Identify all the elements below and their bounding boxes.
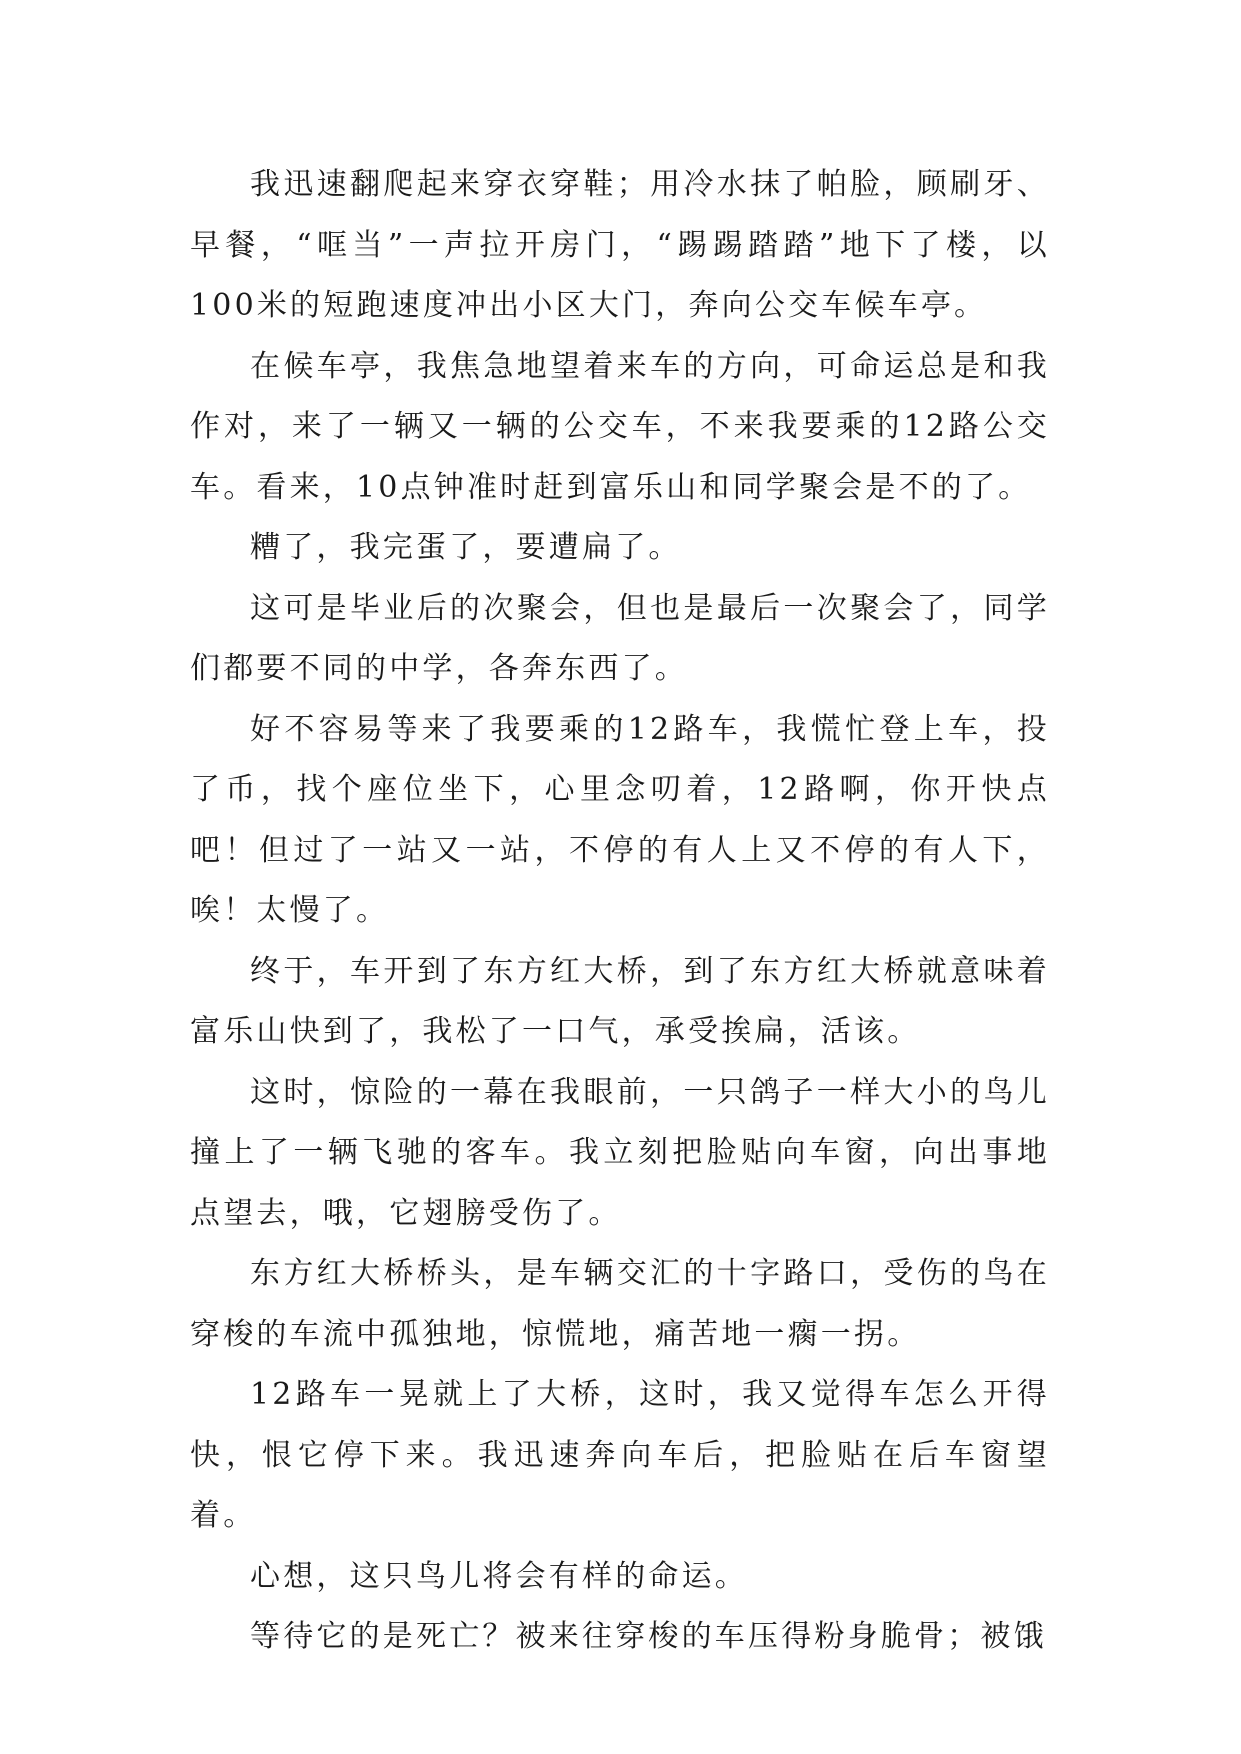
paragraph-7: 这时，惊险的一幕在我眼前，一只鸽子一样大小的鸟儿撞上了一辆飞驰的客车。我立刻把脸贴向车窗，向出事地点望去，哦，它翅膀受伤了。 xyxy=(190,1074,1050,1231)
paragraph-2: 在候车亭，我焦急地望着来车的方向，可命运总是和我作对，来了一辆又一辆的公交车，不来我要乘的12路公交车。看来，10点钟准时赶到富乐山和同学聚会是不的了。 xyxy=(190,348,1050,505)
body-text xyxy=(190,155,1050,1668)
paragraph-4: 这可是毕业后的次聚会，但也是最后一次聚会了，同学们都要不同的中学，各奔东西了。 xyxy=(190,590,1050,686)
paragraph-6: 终于，车开到了东方红大桥，到了东方红大桥就意味着富乐山快到了，我松了一口气，承受挨扁，活该。 xyxy=(190,953,1050,1049)
paragraph-5: 好不容易等来了我要乘的12路车，我慌忙登上车，投了币，找个座位坐下，心里念叨着，12路啊，你开快点吧！但过了一站又一站，不停的有人上又不停的有人下，唉！太慢了。 xyxy=(190,711,1050,928)
paragraph-9: 12路车一晃就上了大桥，这时，我又觉得车怎么开得快，恨它停下来。我迅速奔向车后，把脸贴在后车窗望着。 xyxy=(190,1377,1050,1533)
paragraph-1: 我迅速翻爬起来穿衣穿鞋；用冷水抹了帕脸，顾刷牙、早餐，“哐当”一声拉开房门，“踢踢踏踏”地下了楼，以100米的短跑速度冲出小区大门，奔向公交车候车亭。 xyxy=(190,167,1051,323)
paragraph-11: 等待它的是死亡？被来往穿梭的车压得粉身脆骨；被饿 xyxy=(250,1619,1047,1654)
paragraph-10: 心想，这只鸟儿将会有样的命运。 xyxy=(250,1558,748,1594)
paragraph-8: 东方红大桥桥头，是车辆交汇的十字路口，受伤的鸟在穿梭的车流中孤独地，惊慌地，痛苦地一瘸一拐。 xyxy=(190,1256,1050,1352)
paragraph-3: 糟了，我完蛋了，要遭扁了。 xyxy=(250,530,682,565)
